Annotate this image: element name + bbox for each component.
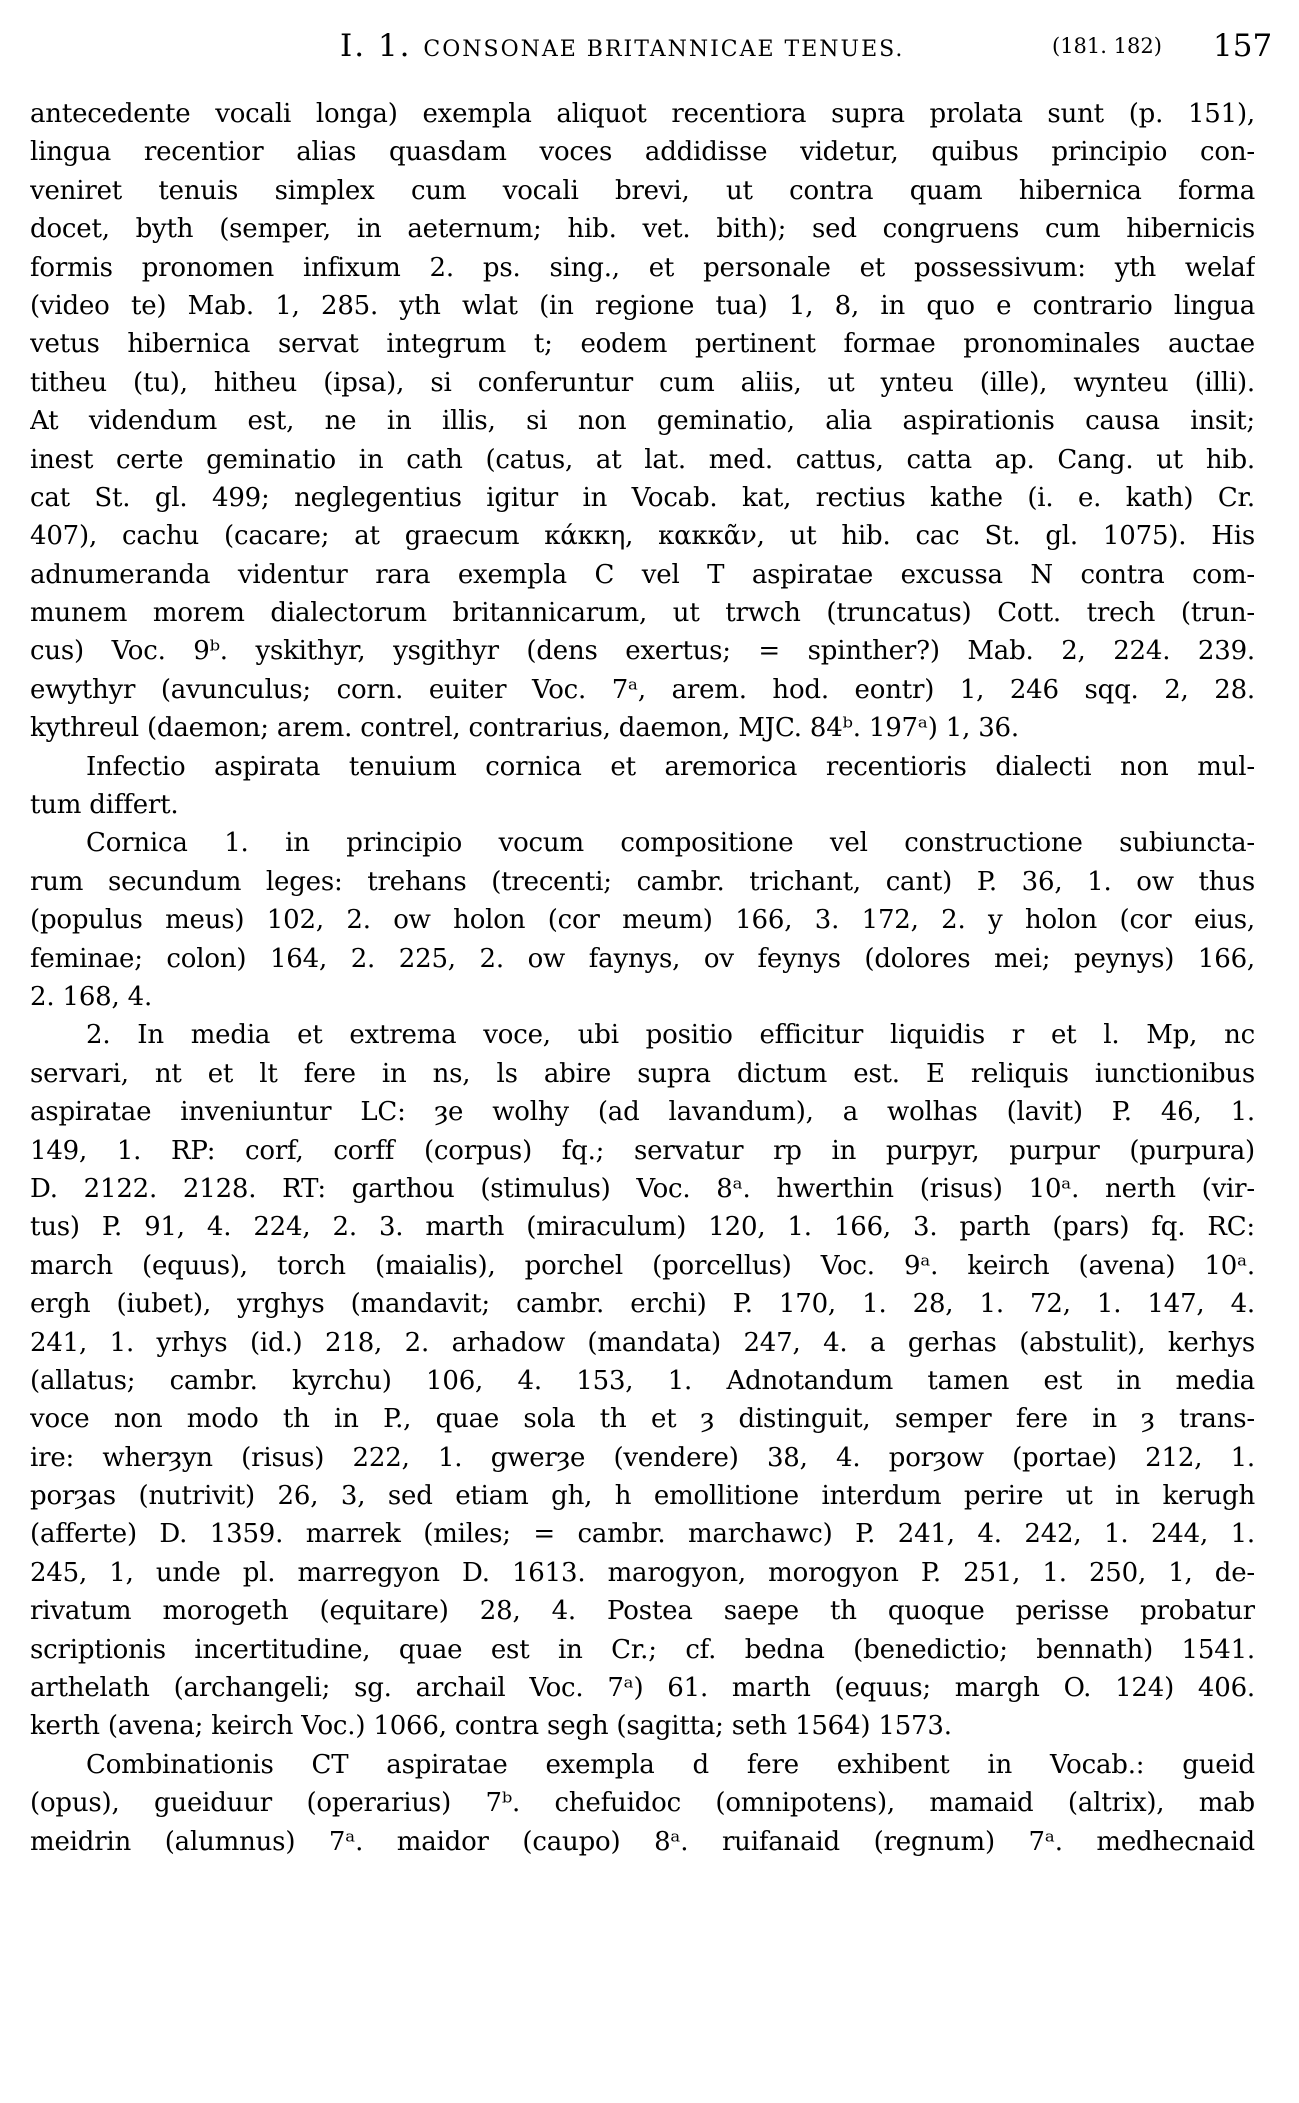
text-line: titheu (tu), hitheu (ipsa), si conferuntur cum aliis, ut ynteu (ille), wynteu (illi). bbox=[30, 367, 1255, 398]
text-line: rivatum morogeth (equitare) 28, 4. Postea saepe th quoque perisse probatur bbox=[30, 1596, 1255, 1627]
text-line: cus) Voc. 9ᵇ. yskithyr, ysgithyr (dens exertus; = spinther?) Mab. 2, 224. 239. bbox=[30, 636, 1255, 667]
text-line: (opus), gueiduur (operarius) 7ᵇ. chefuidoc (omnipotens), mamaid (altrix), mab bbox=[30, 1788, 1255, 1819]
text-line: vetus hibernica servat integrum t; eodem pertinent formae pronominales auctae bbox=[30, 329, 1255, 360]
text-line: At videndum est, ne in illis, si non geminatio, alia aspirationis causa insit; bbox=[30, 406, 1255, 437]
text-line: 245, 1, unde pl. marregyon D. 1613. marogyon, morogyon P. 251, 1. 250, 1, de- bbox=[30, 1557, 1255, 1588]
text-line: meidrin (alumnus) 7ᵃ. maidor (caupo) 8ᵃ. ruifanaid (regnum) 7ᵃ. medhecnaid bbox=[30, 1826, 1255, 1857]
text-line: ire: wherȝyn (risus) 222, 1. gwerȝe (vendere) 38, 4. porȝow (portae) 212, 1. bbox=[30, 1442, 1255, 1473]
text-line: D. 2122. 2128. RT: garthou (stimulus) Voc. 8ᵃ. hwerthin (risus) 10ᵃ. nerth (vir- bbox=[30, 1173, 1255, 1204]
paragraph-start-line: 2. In media et extrema voce, ubi positio efficitur liquidis r et l. Mp, nc bbox=[86, 1020, 1255, 1051]
paragraph-start-line: Infectio aspirata tenuium cornica et aremorica recentioris dialecti non mul- bbox=[86, 751, 1255, 782]
text-line: lingua recentior alias quasdam voces addidisse videtur, quibus principio con- bbox=[30, 137, 1255, 168]
running-title-main: CONSONAE BRITANNICAE TENUES. bbox=[423, 37, 905, 62]
text-line: tum differt. bbox=[30, 790, 179, 821]
text-line: (allatus; cambr. kyrchu) 106, 4. 153, 1. Adnotandum tamen est in media bbox=[30, 1365, 1255, 1396]
text-line: adnumeranda videntur rara exempla C vel T aspiratae excussa N contra com- bbox=[30, 559, 1255, 590]
page-number: 157 bbox=[1213, 28, 1273, 64]
text-line: ergh (iubet), yrghys (mandavit; cambr. erchi) P. 170, 1. 28, 1. 72, 1. 147, 4. bbox=[30, 1289, 1255, 1320]
text-line: rum secundum leges: trehans (trecenti; cambr. trichant, cant) P. 36, 1. ow thus bbox=[30, 866, 1255, 897]
text-line: feminae; colon) 164, 2. 225, 2. ow faynys, ov feynys (dolores mei; peynys) 166, bbox=[30, 943, 1255, 974]
text-line: arthelath (archangeli; sg. archail Voc. 7ᵃ) 61. marth (equus; margh O. 124) 406. bbox=[30, 1673, 1255, 1704]
text-line: formis pronomen infixum 2. ps. sing., et personale et possessivum: yth welaf bbox=[30, 252, 1255, 283]
text-line: (populus meus) 102, 2. ow holon (cor meum) 166, 3. 172, 2. y holon (cor eius, bbox=[30, 905, 1255, 936]
text-line: kerth (avena; keirch Voc.) 1066, contra segh (sagitta; seth 1564) 1573. bbox=[30, 1711, 952, 1742]
text-line: 2. 168, 4. bbox=[30, 981, 153, 1012]
text-line: servari, nt et lt fere in ns, ls abire supra dictum est. E reliquis iunctionibus bbox=[30, 1058, 1255, 1089]
text-line: (afferte) D. 1359. marrek (miles; = cambr. marchawc) P. 241, 4. 242, 1. 244, 1. bbox=[30, 1519, 1255, 1550]
text-line: scriptionis incertitudine, quae est in Cr.; cf. bedna (benedictio; bennath) 1541. bbox=[30, 1634, 1255, 1665]
text-line: march (equus), torch (maialis), porchel (porcellus) Voc. 9ᵃ. keirch (avena) 10ᵃ. bbox=[30, 1250, 1255, 1281]
section-reference: (181. 182) bbox=[1052, 34, 1162, 58]
text-line: antecedente vocali longa) exempla aliquot recentiora supra prolata sunt (p. 151), bbox=[30, 99, 1255, 129]
text-line: 149, 1. RP: corf, corff (corpus) fq.; servatur rp in purpyr, purpur (purpura) bbox=[30, 1135, 1255, 1166]
text-line: veniret tenuis simplex cum vocali brevi, ut contra quam hibernica forma bbox=[30, 175, 1255, 206]
text-line: tus) P. 91, 4. 224, 2. 3. marth (miraculum) 120, 1. 166, 3. parth (pars) fq. RC: bbox=[30, 1212, 1255, 1243]
text-line: (video te) Mab. 1, 285. yth wlat (in regione tua) 1, 8, in quo e contrario lingua bbox=[30, 290, 1255, 321]
text-line: docet, byth (semper, in aeternum; hib. vet. bith); sed congruens cum hibernicis bbox=[30, 214, 1255, 245]
text-line: kythreul (daemon; arem. contrel, contrarius, daemon, MJC. 84ᵇ. 197ᵃ) 1, 36. bbox=[30, 713, 1019, 744]
text-line: 241, 1. yrhys (id.) 218, 2. arhadow (mandata) 247, 4. a gerhas (abstulit), kerhys bbox=[30, 1327, 1255, 1358]
text-line: aspiratae inveniuntur LC: ȝe wolhy (ad lavandum), a wolhas (lavit) P. 46, 1. bbox=[30, 1097, 1255, 1128]
text-line: voce non modo th in P., quae sola th et ȝ distinguit, semper fere in ȝ trans- bbox=[30, 1404, 1255, 1435]
paragraph-start-line: Cornica 1. in principio vocum compositione vel constructione subiuncta- bbox=[86, 828, 1255, 859]
running-title: I. 1. CONSONAE BRITANNICAE TENUES. bbox=[340, 28, 905, 64]
paragraph-start-line: Combinationis CT aspiratae exempla d fere exhibent in Vocab.: gueid bbox=[86, 1749, 1255, 1780]
text-line: cat St. gl. 499; neglegentius igitur in Vocab. kat, rectius kathe (i. e. kath) Cr. bbox=[30, 482, 1255, 513]
text-line: inest certe geminatio in cath (catus, at lat. med. cattus, catta ap. Cang. ut hib. bbox=[30, 444, 1255, 475]
text-line: munem morem dialectorum britannicarum, ut trwch (truncatus) Cott. trech (trun- bbox=[30, 598, 1255, 629]
text-body bbox=[30, 95, 1255, 1861]
running-header bbox=[30, 22, 1273, 70]
text-line: porȝas (nutrivit) 26, 3, sed etiam gh, h emollitione interdum perire ut in kerugh bbox=[30, 1481, 1255, 1512]
text-line: ewythyr (avunculus; corn. euiter Voc. 7ᵃ, arem. hod. eontr) 1, 246 sqq. 2, 28. bbox=[30, 674, 1255, 705]
text-line: 407), cachu (cacare; at graecum κάκκη, κακκᾶν, ut hib. cac St. gl. 1075). His bbox=[30, 521, 1255, 552]
